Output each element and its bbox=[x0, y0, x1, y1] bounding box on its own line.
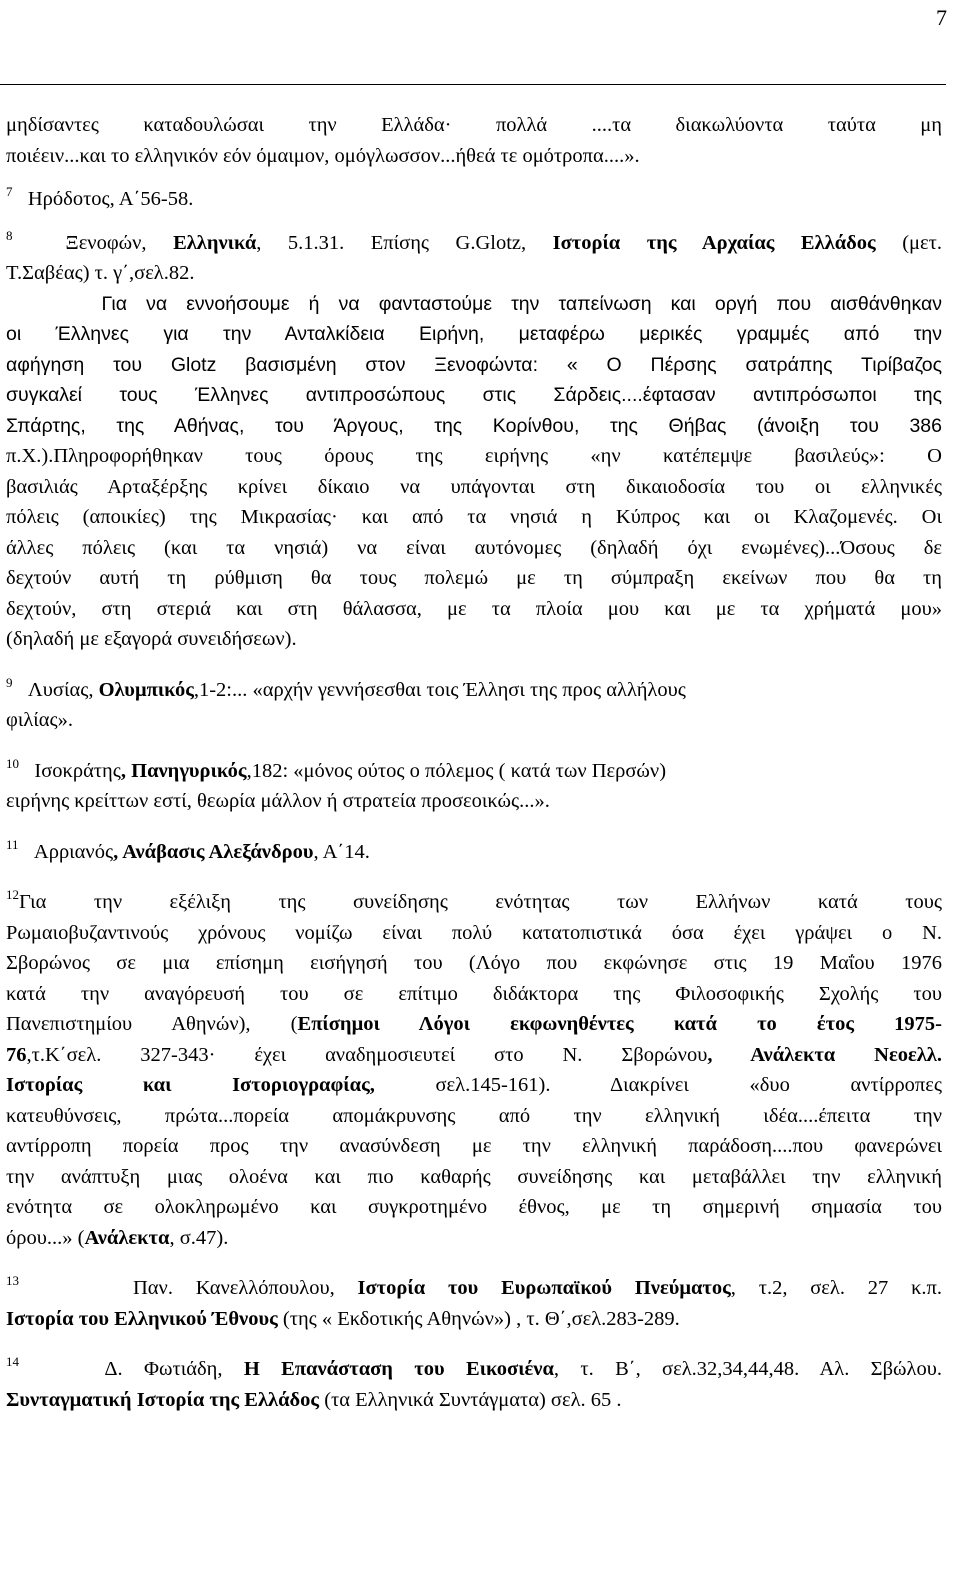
footnote-9 bbox=[6, 675, 942, 736]
text-line: δεχτούν αυτή τη ρύθμιση θα τους πολεμώ με τη σύμπραξη εκείνων που θα τη bbox=[6, 567, 942, 589]
footnote-number: 13 bbox=[6, 1273, 19, 1288]
text-line: όρου...» (Ανάλεκτα, σ.47). bbox=[6, 1226, 229, 1249]
text-line: Τ.Σαβέας) τ. γ΄,σελ.82. bbox=[6, 262, 195, 284]
footnote-number: 12 bbox=[6, 887, 19, 902]
footnote-number: 10 bbox=[6, 755, 19, 771]
text-line: (δηλαδή με εξαγορά συνειδήσεων). bbox=[6, 628, 297, 650]
text-line: βασιλιάς Αρταξέρξης κρίνει δίκαιο να υπάγονται στη δικαιοδοσία του οι ελληνικές bbox=[6, 475, 942, 498]
text-line: την ανάπτυξη μιας ολοένα και πιο καθαρής συνείδησης και μεταβάλλει την ελληνική bbox=[6, 1165, 942, 1188]
citation: , τ.2, σελ. 27 κ.π. bbox=[730, 1277, 942, 1299]
text-line: $^{12}$Για την εξέλιξη της συνείδησης ενότητας των Ελλήνων κατά τους bbox=[6, 887, 942, 913]
citation: , τ. Β΄, σελ.32,34,44,48. Αλ. Σβώλου. bbox=[553, 1358, 942, 1380]
text-line bbox=[6, 1385, 942, 1416]
work-title: Ιστορίας και Ιστοριογραφίας, bbox=[6, 1074, 375, 1096]
text-line: άλλες πόλεις (και τα νησιά) να είναι αυτόνομες (δηλαδή όχι ενωμένες)...Όσους δε bbox=[6, 536, 942, 559]
text-line: π.Χ.).Πληροφορήθηκαν τους όρους της ειρήνης «ην κατέπεμψε βασιλεύς»: Ο bbox=[6, 445, 942, 467]
footnote-continuation-end bbox=[6, 141, 942, 172]
footnote-continuation bbox=[6, 110, 942, 141]
work-title: , Ανάλεκτα Νεοελλ. bbox=[707, 1043, 942, 1066]
text-line: δεχτούν, στη στεριά και στη θάλασσα, με τα πλοία μου και με τα χρήματά μου» bbox=[6, 597, 942, 620]
text-line: οι Έλληνες για την Ανταλκίδεια Ειρήνη, μεταφέρω μερικές γραμμές από την bbox=[6, 323, 942, 345]
work-title: Ιστορία του Ευρωπαϊκού Πνεύματος bbox=[357, 1277, 731, 1299]
author: Ξενοφών, bbox=[65, 231, 174, 254]
footnotes-area bbox=[6, 110, 942, 1415]
footnote-number: 14 bbox=[6, 1354, 19, 1369]
text-line: αντίρροπη πορεία προς την ανασύνδεση με την ελληνική παράδοση....που φανερώνει bbox=[6, 1135, 942, 1157]
footnote-number: 7 bbox=[6, 184, 13, 199]
text-line: κατά την αναγόρευσή του σε επίτιμο διδάκτορα της Φιλοσοφικής Σχολής του bbox=[6, 982, 942, 1005]
text-line: Σβορώνος σε μια επίσημη εισήγησή του (Λόγο που εκφώνησε στις 19 Μαΐου 1976 bbox=[6, 952, 942, 974]
work-title: , Πανηγυρικός bbox=[120, 759, 247, 782]
text-line: συγκαλεί τους Έλληνες αντιπροσώπους στις Σάρδεις....έφτασαν αντιπρόσωποι της bbox=[6, 384, 942, 406]
text-line: Για να εννοήσουμε ή να φανταστούμε την ταπείνωση και οργή που αισθάνθηκαν bbox=[101, 292, 942, 315]
citation: (μετ. bbox=[875, 231, 942, 254]
citation: ,182: «μόνος ούτος ο πόλεμος ( κατά των Περσών) bbox=[246, 759, 667, 782]
footnote-10 bbox=[6, 756, 942, 817]
footnote-12 bbox=[6, 887, 942, 1253]
author: Παν. Κανελλόπουλου, bbox=[133, 1277, 358, 1299]
text-line: ειρήνης κρείττων εστί, θεωρία μάλλον ή στρατεία προσεοικώς...». bbox=[6, 790, 550, 812]
text-line bbox=[6, 837, 942, 868]
text-line: ενότητα σε ολοκληρωμένο και συγκροτημένο έθνος, με τη σημερινή σημασία του bbox=[6, 1196, 942, 1218]
work-title: , Ανάβασις Αλεξάνδρου bbox=[113, 840, 314, 863]
citation: , Α΄14. bbox=[313, 840, 370, 863]
author: Λυσίας, bbox=[27, 678, 99, 701]
work-title: Επίσημοι Λόγοι εκφωνηθέντες κατά το έτος 1975- bbox=[297, 1013, 942, 1035]
text-line: κατευθύνσεις, πρώτα...πορεία απομάκρυνσης από την ελληνική ιδέα....έπειτα την bbox=[6, 1104, 942, 1127]
footnote-number: 9 bbox=[6, 674, 13, 690]
text-line bbox=[6, 1304, 942, 1335]
footnote-separator bbox=[0, 84, 946, 85]
text-line: πόλεις (αποικίες) της Μικρασίας· και από τα νησιά η Κύπρος και οι Κλαζομενές. Οι bbox=[6, 506, 942, 528]
work-title: Η Επανάσταση του Εικοσιένα bbox=[243, 1358, 554, 1380]
work-title: Συνταγματική Ιστορία της Ελλάδος bbox=[6, 1388, 320, 1411]
footnote-number: 8 bbox=[6, 227, 13, 243]
page-number: 7 bbox=[936, 5, 947, 30]
author: Ισοκράτης bbox=[34, 759, 121, 782]
text-line bbox=[6, 1273, 942, 1304]
text-line: Πανεπιστημίου Αθηνών), (Επίσημοι Λόγοι εκφωνηθέντες κατά το έτος 1975- bbox=[6, 1013, 942, 1035]
footnote-number: 11 bbox=[6, 836, 19, 852]
text-line: Ρωμαιοβυζαντινούς χρόνους νομίζω είναι πολύ κατατοπιστικά όσα έχει γράψει ο Ν. bbox=[6, 921, 942, 944]
citation: ,1-2:... «αρχήν γεννήσεσθαι τοις Έλλησι της προς αλλήλους bbox=[193, 678, 686, 701]
text-line: ποιέειν...και το ελληνικόν εόν όμαιμον, ομόγλωσσον...ήθεά τε ομότροπα....». bbox=[6, 144, 640, 167]
footnote-text: Ηρόδοτος, Α΄56-58. bbox=[27, 188, 194, 210]
citation: (τα Ελληνικά Συντάγματα) σελ. 65 . bbox=[319, 1388, 622, 1411]
work-title: Ολυμπικός bbox=[98, 678, 194, 701]
text-line bbox=[6, 228, 942, 259]
footnote-7 bbox=[6, 184, 942, 215]
citation: (της « Εκδοτικής Αθηνών») , τ. Θ΄,σελ.283-289. bbox=[277, 1307, 680, 1330]
footnote-8 bbox=[6, 228, 942, 655]
text-line bbox=[6, 1354, 942, 1385]
text-line: Ιστορίας και Ιστοριογραφίας, σελ.145-161). Διακρίνει «δυο αντίρροπες bbox=[6, 1074, 942, 1096]
footnote-14 bbox=[6, 1354, 942, 1415]
author: Αρριανός bbox=[33, 840, 114, 863]
text-line bbox=[6, 756, 942, 787]
work-title: Ελληνικά bbox=[173, 231, 257, 254]
text-line: Σπάρτης, της Αθήνας, του Άργους, της Κορίνθου, της Θήβας (άνοιξη του 386 bbox=[6, 414, 942, 437]
footnote-13 bbox=[6, 1273, 942, 1334]
author: Δ. Φωτιάδη, bbox=[104, 1358, 244, 1380]
work-title: Ανάλεκτα bbox=[84, 1226, 170, 1249]
text-line: μηδίσαντες καταδουλώσαι την Ελλάδα· πολλά ....τα διακωλύοντα ταύτα μη bbox=[6, 114, 942, 136]
text-line: 76,τ.Κ΄σελ. 327-343· έχει αναδημοσιευτεί στο Ν. Σβορώνου, Ανάλεκτα Νεοελλ. bbox=[6, 1043, 942, 1066]
text-line: αφήγηση του Glotz βασισμένη στον Ξενοφώντα: « Ο Πέρσης σατράπης Τιρίβαζος bbox=[6, 353, 942, 376]
text-line: φιλίας». bbox=[6, 709, 74, 731]
work-title: Ιστορία της Αρχαίας Ελλάδος bbox=[552, 231, 876, 254]
citation: , 5.1.31. Επίσης G.Glotz, bbox=[256, 231, 553, 254]
footnote-11 bbox=[6, 837, 942, 868]
work-title: Ιστορία του Ελληνικού Έθνους bbox=[6, 1307, 278, 1330]
text-line bbox=[6, 675, 942, 706]
